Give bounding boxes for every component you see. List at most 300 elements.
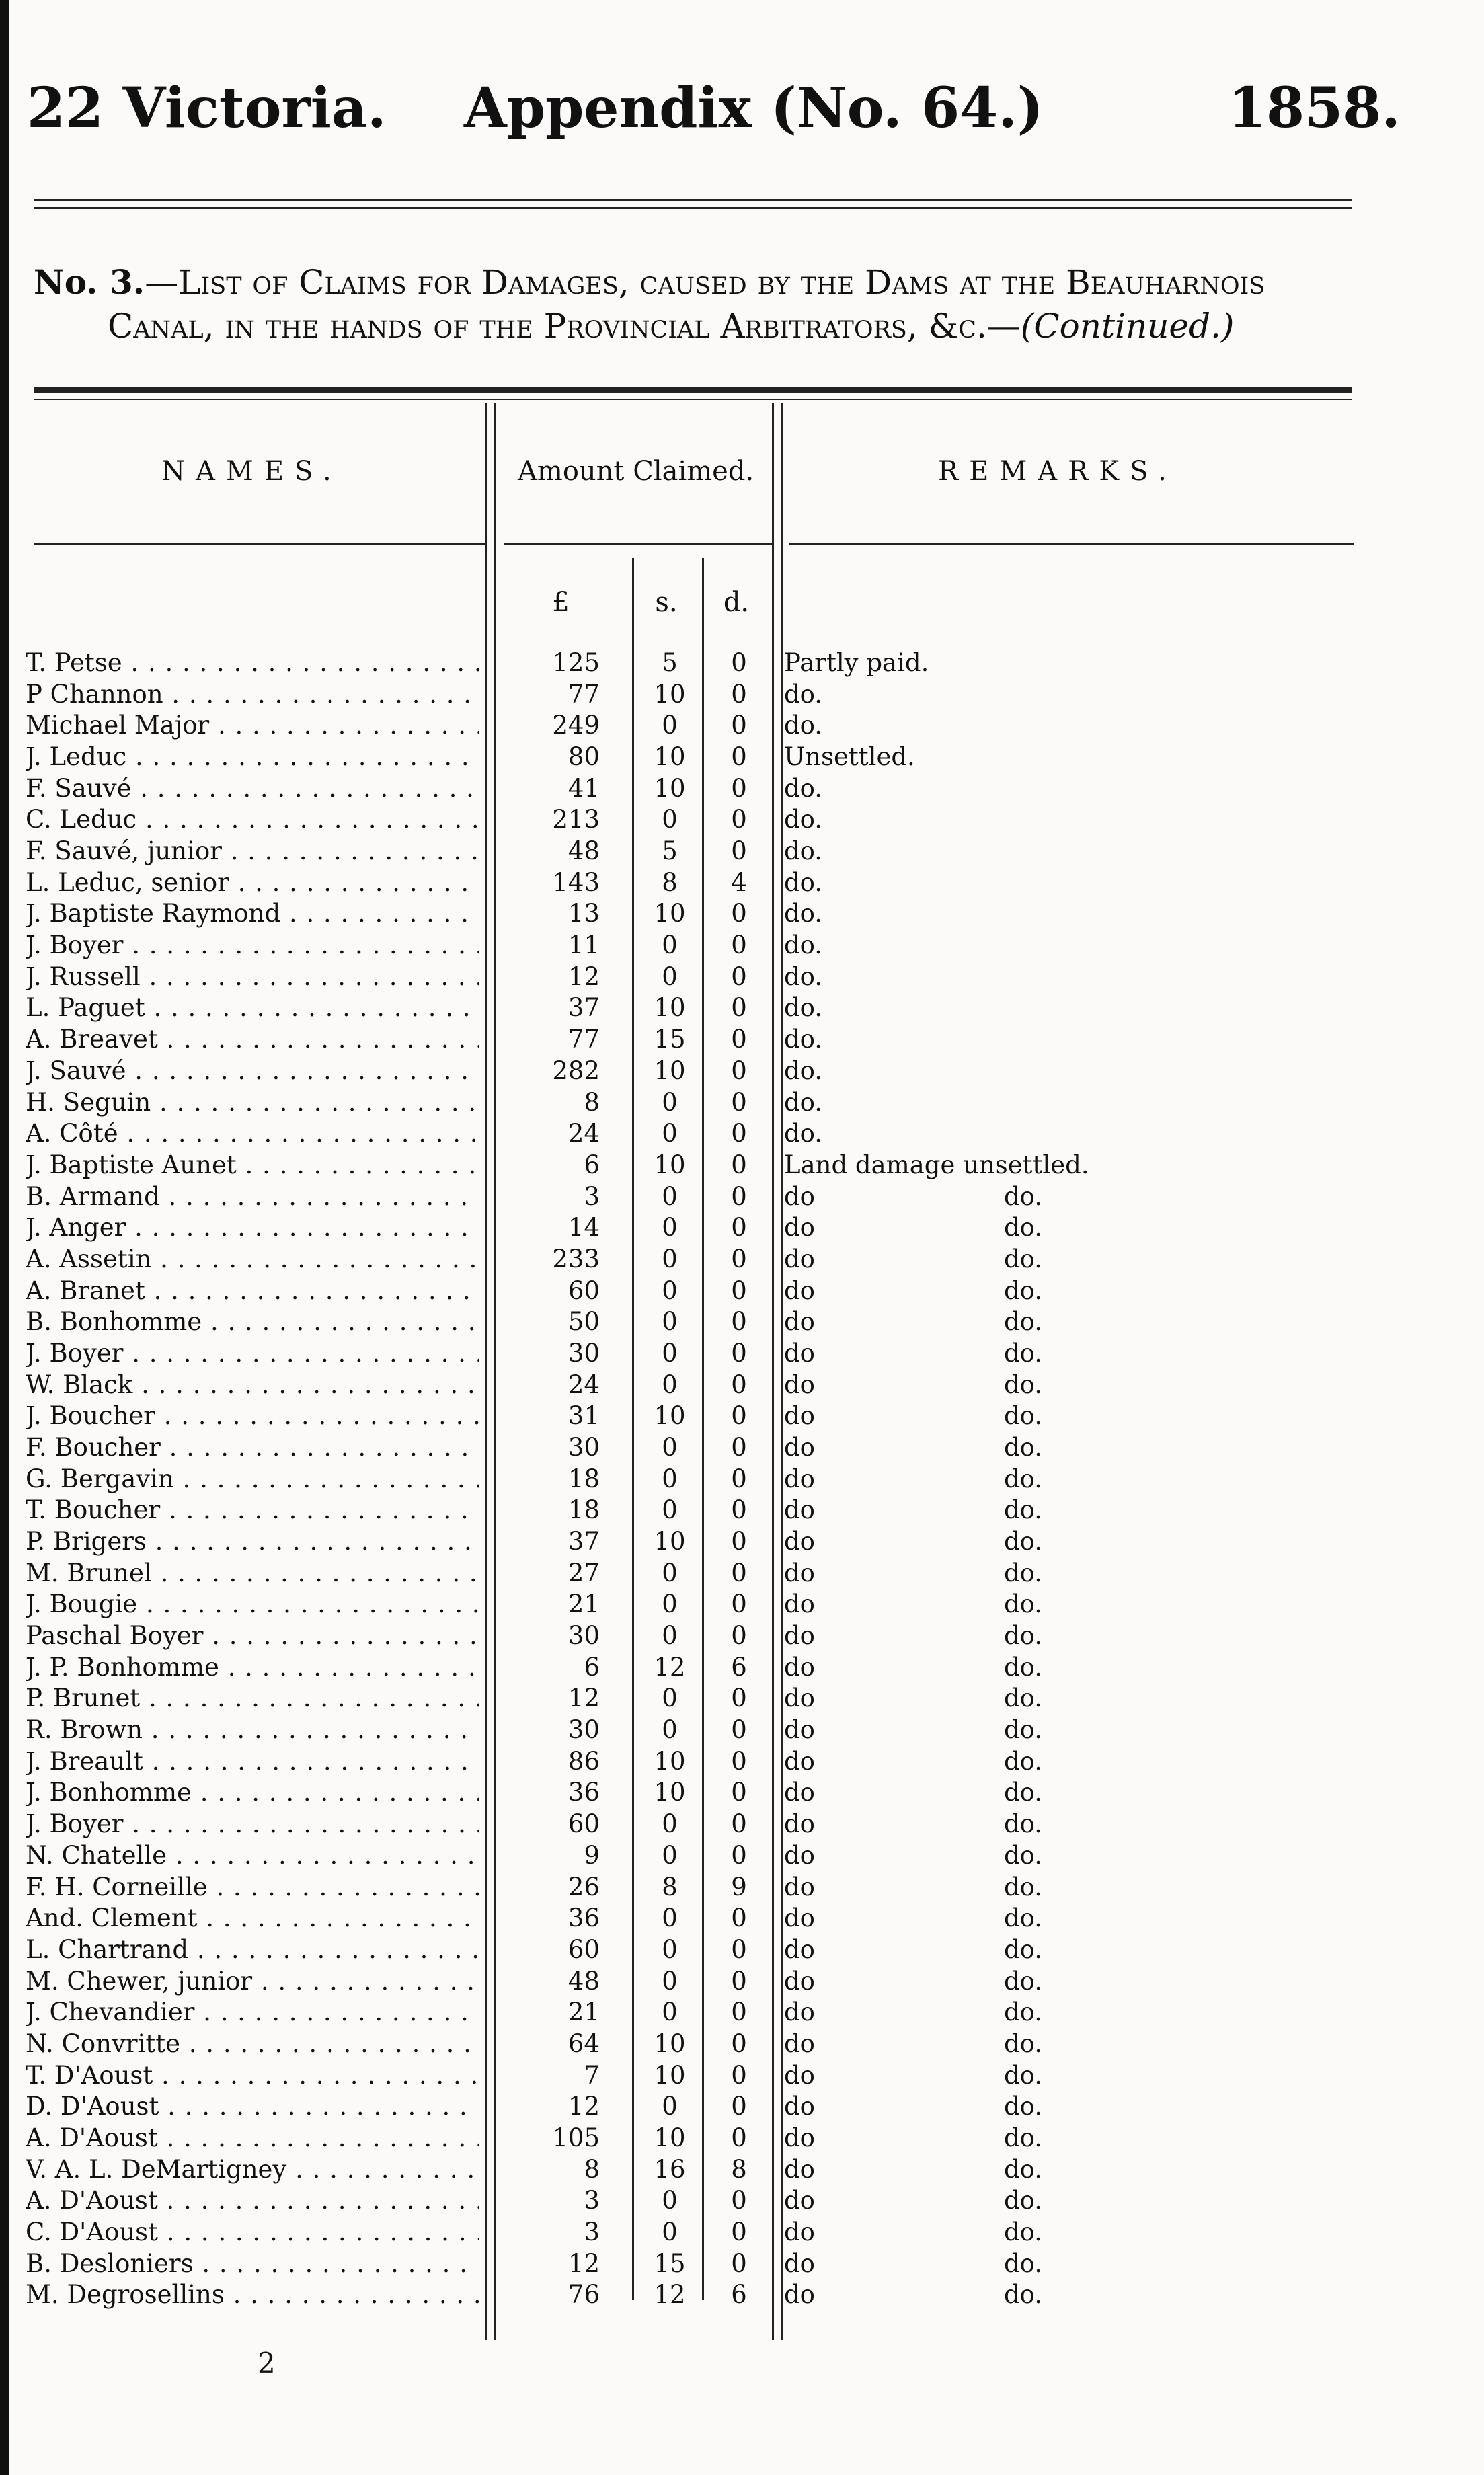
amount-pounds: 37	[568, 993, 600, 1023]
claimant-name: F. H. Corneille . . .	[26, 1872, 479, 1903]
amount-pence: 6	[731, 2280, 747, 2310]
amount-shillings: 10	[654, 1778, 686, 1807]
claimant-name: C. Leduc . . .	[26, 804, 479, 835]
claimant-name: J. Baptiste Raymond . . .	[26, 898, 479, 929]
claimant-name: G. Bergavin . . .	[26, 1464, 479, 1495]
amount-pounds: 3	[584, 2217, 600, 2246]
remark: do	[784, 2186, 815, 2215]
claimant-name: B. Armand . . .	[26, 1181, 479, 1212]
amount-shillings: 16	[654, 2154, 686, 2184]
amount-pounds: 77	[568, 679, 600, 709]
remark-second: do.	[1004, 2092, 1043, 2121]
amount-shillings: 0	[662, 2217, 678, 2246]
remark: do	[784, 1872, 815, 1901]
claimant-name: J. Russell . . .	[26, 961, 479, 992]
amount-shillings: 0	[662, 1244, 678, 1273]
remark-second: do.	[1004, 1244, 1043, 1273]
amount-shillings: 0	[662, 931, 678, 960]
remark: do	[784, 2029, 815, 2058]
amount-pence: 0	[731, 679, 747, 709]
remark: do	[784, 1809, 815, 1839]
remark: do	[784, 1903, 815, 1933]
column-header-remarks: REMARKS.	[938, 456, 1177, 487]
remark: do	[784, 2280, 815, 2310]
title-rule-thin	[34, 399, 1352, 400]
amount-pounds: 80	[568, 742, 600, 772]
amount-shillings: 0	[662, 711, 678, 740]
amount-pence: 0	[731, 1589, 747, 1619]
remark: do.	[784, 993, 823, 1023]
remark: do	[784, 1778, 815, 1807]
claimant-name: J. Bonhomme . . .	[26, 1777, 479, 1808]
claimant-name: J. Boyer . . .	[26, 930, 479, 961]
amount-pounds: 60	[568, 1275, 600, 1305]
remark: do	[784, 1621, 815, 1651]
amount-shillings: 10	[654, 742, 686, 772]
claimant-name: J. Breault . . .	[26, 1746, 479, 1777]
claimant-name: J. Boucher . . .	[26, 1401, 479, 1431]
remark: do	[784, 1464, 815, 1493]
claimant-name: R. Brown . . .	[26, 1715, 479, 1745]
remark: Partly paid.	[784, 648, 929, 677]
claimant-name: T. D'Aoust . . .	[26, 2060, 479, 2091]
claimant-name: L. Leduc, senior . . .	[26, 867, 479, 898]
amount-pounds: 24	[568, 1370, 600, 1399]
amount-shillings: 0	[662, 1433, 678, 1462]
amount-pence: 0	[731, 1966, 747, 1996]
amount-pounds: 9	[584, 1840, 600, 1870]
claimant-name: L. Chartrand . . .	[26, 1934, 479, 1965]
amount-pence: 0	[731, 1433, 747, 1462]
remark: do.	[784, 773, 823, 803]
amount-pounds: 12	[568, 1684, 600, 1713]
amount-shillings: 0	[662, 1495, 678, 1525]
amount-pence: 9	[731, 1872, 747, 1901]
remark: do	[784, 1652, 815, 1682]
amount-pounds: 3	[584, 1181, 600, 1211]
amount-shillings: 0	[662, 1087, 678, 1117]
claimant-name: A. Côté . . .	[26, 1118, 479, 1149]
claimant-name: P. Brunet . . .	[26, 1683, 479, 1714]
amount-shillings: 10	[654, 2123, 686, 2152]
amount-pounds: 37	[568, 1527, 600, 1557]
amount-shillings: 0	[662, 1464, 678, 1493]
amount-pounds: 12	[568, 2248, 600, 2278]
remark-second: do.	[1004, 2060, 1043, 2090]
remark-second: do.	[1004, 1652, 1043, 1682]
claimant-name: P. Brigers . . .	[26, 1526, 479, 1557]
remark: do	[784, 1213, 815, 1243]
unit-shillings: s.	[655, 587, 678, 618]
amount-pence: 0	[731, 961, 747, 991]
remark-second: do.	[1004, 2280, 1043, 2310]
amount-shillings: 8	[662, 867, 678, 897]
amount-pounds: 27	[568, 1558, 600, 1587]
amount-pence: 0	[731, 2217, 747, 2246]
claimant-name: J. Anger . . .	[26, 1212, 479, 1243]
table-number: No. 3.	[34, 262, 145, 302]
remark: do.	[784, 1056, 823, 1085]
remark: do	[784, 1934, 815, 1964]
remark: do.	[784, 867, 823, 897]
remark: do.	[784, 805, 823, 834]
amount-shillings: 0	[662, 2186, 678, 2215]
amount-pence: 0	[731, 773, 747, 803]
claimant-name: C. D'Aoust . . .	[26, 2217, 479, 2248]
remark-second: do.	[1004, 1433, 1043, 1462]
remark: do	[784, 1181, 815, 1211]
amount-shillings: 10	[654, 1056, 686, 1085]
amount-pounds: 76	[568, 2280, 600, 2310]
remark-second: do.	[1004, 1903, 1043, 1933]
table-title-text: —List of Claims for Damages, caused by the Dams at the Beauharnois	[145, 263, 1265, 302]
remark: do	[784, 2248, 815, 2278]
amount-pence: 0	[731, 1527, 747, 1557]
remark-second: do.	[1004, 1621, 1043, 1651]
claimant-name: J. Sauvé . . .	[26, 1056, 479, 1087]
amount-shillings: 0	[662, 1307, 678, 1337]
claimant-name: N. Chatelle . . .	[26, 1840, 479, 1871]
amount-pounds: 143	[552, 867, 600, 897]
amount-pence: 0	[731, 1338, 747, 1368]
remark: do	[784, 1558, 815, 1587]
table-title-line-2	[108, 307, 1235, 346]
unit-pounds: £	[552, 587, 570, 618]
remark: do.	[784, 711, 823, 740]
remark: do	[784, 1840, 815, 1870]
amount-pence: 0	[731, 1087, 747, 1117]
remark-second: do.	[1004, 1401, 1043, 1431]
amount-pounds: 48	[568, 1966, 600, 1996]
claimant-name: And. Clement . . .	[26, 1903, 479, 1934]
claimant-name: P Channon . . .	[26, 679, 479, 710]
remark-second: do.	[1004, 2123, 1043, 2152]
remark-second: do.	[1004, 1746, 1043, 1776]
amount-pounds: 30	[568, 1433, 600, 1462]
remark: do.	[784, 931, 823, 960]
remark: do	[784, 1307, 815, 1337]
remark-second: do.	[1004, 1715, 1043, 1745]
amount-pounds: 30	[568, 1621, 600, 1651]
amount-pence: 0	[731, 1370, 747, 1399]
amount-pounds: 8	[584, 1087, 600, 1117]
amount-pence: 0	[731, 1778, 747, 1807]
amount-pence: 0	[731, 2186, 747, 2215]
amount-pounds: 41	[568, 773, 600, 803]
amount-pence: 0	[731, 1809, 747, 1839]
remark: do	[784, 2060, 815, 2090]
amount-shillings: 5	[662, 648, 678, 677]
amount-shillings: 10	[654, 1401, 686, 1431]
remark-second: do.	[1004, 1275, 1043, 1305]
amount-pounds: 249	[552, 711, 600, 740]
remark-second: do.	[1004, 2154, 1043, 2184]
amount-shillings: 0	[662, 1809, 678, 1839]
table-title-text-2: Canal, in the hands of the Provincial Arbitrators, &c.—	[108, 307, 1021, 346]
remark: do	[784, 2217, 815, 2246]
amount-shillings: 0	[662, 1181, 678, 1211]
amount-pounds: 6	[584, 1652, 600, 1682]
amount-pence: 0	[731, 2092, 747, 2121]
claimant-name: N. Convritte . . .	[26, 2029, 479, 2059]
remark-second: do.	[1004, 1338, 1043, 1368]
amount-pounds: 12	[568, 961, 600, 991]
amount-pounds: 11	[568, 931, 600, 960]
amount-shillings: 0	[662, 1119, 678, 1148]
claimant-name: A. Assetin . . .	[26, 1244, 479, 1275]
claimant-name: T. Boucher . . .	[26, 1495, 479, 1526]
remark-second: do.	[1004, 1213, 1043, 1243]
amount-pence: 0	[731, 993, 747, 1023]
header-rule-bottom	[34, 207, 1352, 209]
remark-second: do.	[1004, 1966, 1043, 1996]
amount-pence: 0	[731, 2060, 747, 2090]
remark-second: do.	[1004, 1464, 1043, 1493]
remark: do	[784, 1589, 815, 1619]
amount-shillings: 0	[662, 2092, 678, 2121]
claimant-name: T. Petse . . .	[26, 647, 479, 678]
amount-pounds: 213	[552, 805, 600, 834]
amount-pence: 0	[731, 805, 747, 834]
header-underline-remarks	[789, 543, 1354, 545]
amount-shillings: 0	[662, 1275, 678, 1305]
claimant-name: Paschal Boyer . . .	[26, 1620, 479, 1651]
page-binding-edge	[0, 0, 9, 2475]
amount-shillings: 15	[654, 2248, 686, 2278]
amount-pounds: 233	[552, 1244, 600, 1273]
claimant-name: M. Chewer, junior . . .	[26, 1966, 479, 1997]
remark: do.	[784, 961, 823, 991]
amount-shillings: 5	[662, 836, 678, 866]
amount-pounds: 64	[568, 2029, 600, 2058]
remark-second: do.	[1004, 1527, 1043, 1557]
amount-pounds: 36	[568, 1903, 600, 1933]
amount-shillings: 10	[654, 1527, 686, 1557]
amount-pounds: 30	[568, 1338, 600, 1368]
amount-pence: 0	[731, 1840, 747, 1870]
amount-shillings: 0	[662, 1589, 678, 1619]
amount-shillings: 0	[662, 1621, 678, 1651]
amount-pounds: 6	[584, 1150, 600, 1179]
claimant-name: F. Boucher . . .	[26, 1432, 479, 1463]
amount-shillings: 0	[662, 1370, 678, 1399]
remark-second: do.	[1004, 2217, 1043, 2246]
claimant-name: Michael Major . . .	[26, 710, 479, 741]
header-session: 22 Victoria.	[27, 76, 387, 141]
remark: do.	[784, 836, 823, 866]
header-appendix: Appendix (No. 64.)	[464, 76, 1044, 141]
amount-pence: 0	[731, 711, 747, 740]
remark: do	[784, 1998, 815, 2027]
claimant-name: B. Desloniers . . .	[26, 2248, 479, 2279]
amount-shillings: 15	[654, 1025, 686, 1054]
remark: do	[784, 1746, 815, 1776]
remark: do	[784, 1527, 815, 1557]
remark-second: do.	[1004, 1998, 1043, 2027]
column-header-amount: Amount Claimed.	[518, 456, 754, 487]
amount-pounds: 21	[568, 1998, 600, 2027]
claimant-name: J. Bougie . . .	[26, 1589, 479, 1620]
amount-pounds: 60	[568, 1809, 600, 1839]
amount-pounds: 125	[552, 648, 600, 677]
amount-pounds: 77	[568, 1025, 600, 1054]
amount-pounds: 36	[568, 1778, 600, 1807]
amount-pence: 0	[731, 1684, 747, 1713]
amount-pounds: 282	[552, 1056, 600, 1085]
remark: do.	[784, 1087, 823, 1117]
amount-pence: 0	[731, 1213, 747, 1243]
continued-note: (Continued.)	[1020, 307, 1235, 346]
amount-pence: 0	[731, 1715, 747, 1745]
amount-pounds: 26	[568, 1872, 600, 1901]
amount-shillings: 0	[662, 1998, 678, 2027]
amount-pounds: 18	[568, 1495, 600, 1525]
remark: do	[784, 1244, 815, 1273]
amount-pence: 0	[731, 1464, 747, 1493]
column-divider-pounds	[632, 558, 634, 2300]
claimant-name: A. Breavet . . .	[26, 1024, 479, 1055]
column-divider-names-2	[494, 403, 496, 2340]
remark-second: do.	[1004, 1809, 1043, 1839]
remark-second: do.	[1004, 2248, 1043, 2278]
amount-pounds: 3	[584, 2186, 600, 2215]
column-divider-names-1	[485, 403, 487, 2340]
amount-pounds: 60	[568, 1934, 600, 1964]
amount-shillings: 10	[654, 899, 686, 929]
amount-shillings: 0	[662, 1903, 678, 1933]
remark-second: do.	[1004, 1934, 1043, 1964]
remark: do	[784, 1684, 815, 1713]
remark: do.	[784, 1025, 823, 1054]
table-title-line-1	[34, 262, 1265, 302]
remark: do	[784, 2123, 815, 2152]
amount-pounds: 31	[568, 1401, 600, 1431]
amount-pence: 0	[731, 1150, 747, 1179]
remark: do	[784, 1715, 815, 1745]
remark: do	[784, 1433, 815, 1462]
remark: do	[784, 1401, 815, 1431]
amount-shillings: 12	[654, 2280, 686, 2310]
amount-pounds: 8	[584, 2154, 600, 2184]
remark-second: do.	[1004, 1307, 1043, 1337]
amount-shillings: 0	[662, 805, 678, 834]
remark: do	[784, 2154, 815, 2184]
remark-second: do.	[1004, 1872, 1043, 1901]
amount-pence: 0	[731, 2029, 747, 2058]
page-number: 2	[258, 2347, 276, 2380]
amount-shillings: 10	[654, 679, 686, 709]
amount-pence: 0	[731, 1401, 747, 1431]
claimant-name: M. Brunel . . .	[26, 1558, 479, 1589]
amount-pence: 0	[731, 1558, 747, 1587]
claimant-name: A. Branet . . .	[26, 1275, 479, 1306]
amount-pence: 0	[731, 1244, 747, 1273]
amount-pence: 0	[731, 899, 747, 929]
amount-shillings: 10	[654, 1150, 686, 1179]
amount-pence: 0	[731, 836, 747, 866]
remark-second: do.	[1004, 1495, 1043, 1525]
remark-second: do.	[1004, 1589, 1043, 1619]
unit-pence: d.	[723, 587, 750, 618]
amount-shillings: 0	[662, 1213, 678, 1243]
header-year: 1858.	[1228, 76, 1401, 141]
amount-shillings: 10	[654, 2060, 686, 2090]
remark: do.	[784, 679, 823, 709]
amount-pence: 0	[731, 1025, 747, 1054]
amount-shillings: 0	[662, 1558, 678, 1587]
amount-pence: 0	[731, 1307, 747, 1337]
remark: do	[784, 1966, 815, 1996]
amount-pounds: 12	[568, 2092, 600, 2121]
amount-pence: 4	[731, 867, 747, 897]
remark: Land damage unsettled.	[784, 1150, 1089, 1179]
remark: do.	[784, 899, 823, 929]
amount-pounds: 7	[584, 2060, 600, 2090]
claimant-name: J. Leduc . . .	[26, 742, 479, 773]
amount-pounds: 18	[568, 1464, 600, 1493]
remark: do	[784, 1370, 815, 1399]
amount-pounds: 24	[568, 1119, 600, 1148]
amount-shillings: 0	[662, 1684, 678, 1713]
amount-pence: 0	[731, 1621, 747, 1651]
remark: Unsettled.	[784, 742, 915, 772]
remark-second: do.	[1004, 2186, 1043, 2215]
column-divider-remarks-1	[772, 403, 774, 2340]
claimant-name: F. Sauvé . . .	[26, 773, 479, 804]
claimant-name: J. Chevandier . . .	[26, 1997, 479, 2028]
amount-shillings: 0	[662, 1966, 678, 1996]
amount-pounds: 50	[568, 1307, 600, 1337]
amount-pence: 0	[731, 1746, 747, 1776]
amount-pence: 8	[731, 2154, 747, 2184]
claimant-name: B. Bonhomme . . .	[26, 1306, 479, 1337]
amount-pence: 0	[731, 742, 747, 772]
remark: do	[784, 2092, 815, 2121]
claimant-name: D. D'Aoust . . .	[26, 2091, 479, 2122]
remark-second: do.	[1004, 1684, 1043, 1713]
remark-second: do.	[1004, 1370, 1043, 1399]
claimant-name: M. Degrosellins . . .	[26, 2279, 479, 2310]
amount-pence: 0	[731, 1495, 747, 1525]
column-divider-remarks-2	[781, 403, 783, 2340]
claimant-name: J. Boyer . . .	[26, 1809, 479, 1840]
amount-pounds: 14	[568, 1213, 600, 1243]
amount-pence: 0	[731, 1934, 747, 1964]
remark-second: do.	[1004, 1558, 1043, 1587]
remark: do	[784, 1275, 815, 1305]
amount-shillings: 0	[662, 1338, 678, 1368]
amount-pence: 0	[731, 648, 747, 677]
amount-shillings: 0	[662, 961, 678, 991]
remark: do.	[784, 1119, 823, 1148]
claimant-name: J. Boyer . . .	[26, 1338, 479, 1369]
amount-pounds: 30	[568, 1715, 600, 1745]
header-underline-amount	[504, 543, 772, 545]
amount-pence: 0	[731, 1998, 747, 2027]
amount-pence: 0	[731, 2123, 747, 2152]
amount-pence: 0	[731, 1056, 747, 1085]
remark: do	[784, 1495, 815, 1525]
claimant-name: J. P. Bonhomme . . .	[26, 1652, 479, 1683]
title-rule-thick	[34, 387, 1352, 393]
remark-second: do.	[1004, 1181, 1043, 1211]
claimant-name: H. Seguin . . .	[26, 1087, 479, 1118]
remark-second: do.	[1004, 2029, 1043, 2058]
remark-second: do.	[1004, 1778, 1043, 1807]
amount-pounds: 21	[568, 1589, 600, 1619]
amount-shillings: 0	[662, 1934, 678, 1964]
amount-shillings: 10	[654, 2029, 686, 2058]
